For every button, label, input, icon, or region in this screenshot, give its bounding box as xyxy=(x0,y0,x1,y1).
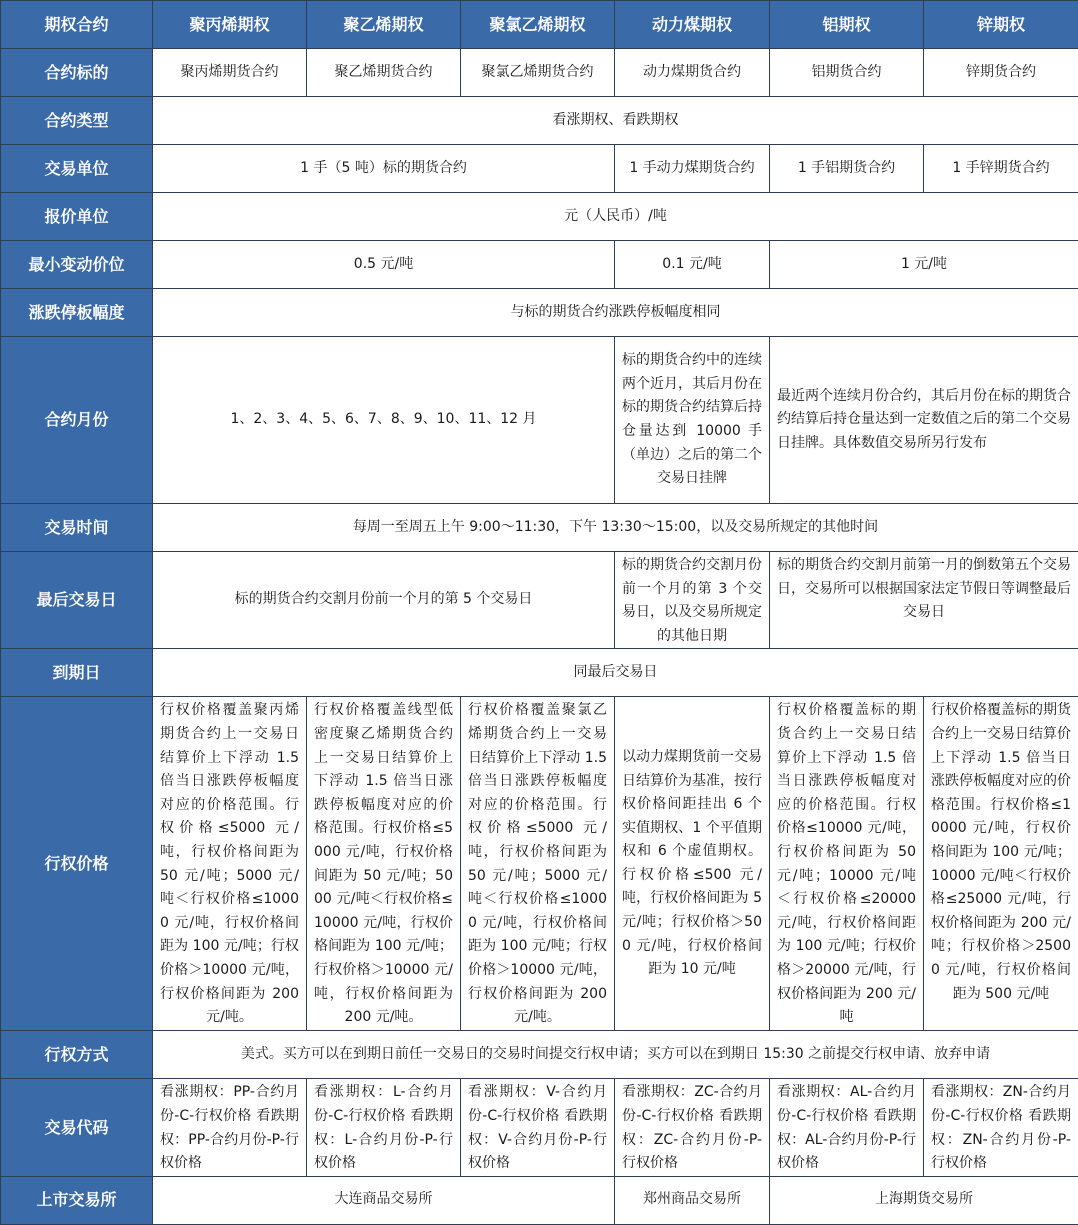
strike-price-l: 行权价格覆盖线型低密度聚乙烯期货合约上一交易日结算价上下浮动 1.5 倍当日涨跌停板幅度对应的价格范围。行权价格≤5000 元/吨，行权价格间距为 50 元/吨；5000 元/吨＜行权价格≤10000 元/吨，行权价格间距为 100 元/吨；行权价格＞10000 元/吨，行权价格间距为 200 元/吨。 xyxy=(307,697,461,1031)
last-trading-day-row xyxy=(1,552,1078,649)
trading-unit-al: 1 手铝期货合约 xyxy=(770,145,924,193)
underlying-zc: 动力煤期货合约 xyxy=(615,49,770,97)
underlying-row xyxy=(1,49,1078,97)
exchange-row xyxy=(1,1176,1078,1224)
trading-code-pp: 看涨期权：PP-合约月份-C-行权价格 看跌期权：PP-合约月份-P-行权价格 xyxy=(153,1079,307,1176)
trading-code-al: 看涨期权：AL-合约月份-C-行权价格 看跌期权：AL-合约月份-P-行权价格 xyxy=(770,1079,924,1176)
contract-months-shfe: 最近两个连续月份合约，其后月份在标的期货合约结算后持仓量达到一定数值之后的第二个交易日挂牌。具体数值交易所另行发布 xyxy=(770,337,1078,504)
underlying-l: 聚乙烯期货合约 xyxy=(307,49,461,97)
exchange-shfe: 上海期货交易所 xyxy=(770,1176,1078,1224)
price-limit-value: 与标的期货合约涨跌停板幅度相同 xyxy=(153,289,1078,337)
trading-code-zn: 看涨期权：ZN-合约月份-C-行权价格 看跌期权：ZN-合约月份-P-行权价格 xyxy=(924,1079,1078,1176)
row-label-trading-unit: 交易单位 xyxy=(1,145,153,193)
row-label-exercise-style: 行权方式 xyxy=(1,1031,153,1079)
strike-price-row xyxy=(1,697,1078,1031)
trading-unit-row xyxy=(1,145,1078,193)
row-label-price-limit: 涨跌停板幅度 xyxy=(1,289,153,337)
last-trading-day-dce: 标的期货合约交割月份前一个月的第 5 个交易日 xyxy=(153,552,615,649)
tick-size-row xyxy=(1,241,1078,289)
tick-size-dce: 0.5 元/吨 xyxy=(153,241,615,289)
last-trading-day-shfe: 标的期货合约交割月前第一月的倒数第五个交易日，交易所可以根据国家法定节假日等调整最后交易日 xyxy=(770,552,1078,649)
exercise-style-row xyxy=(1,1031,1078,1079)
quote-unit-row xyxy=(1,193,1078,241)
underlying-zn: 锌期货合约 xyxy=(924,49,1078,97)
row-label-contract-months: 合约月份 xyxy=(1,337,153,504)
trading-code-l: 看涨期权：L-合约月份-C-行权价格 看跌期权：L-合约月份-P-行权价格 xyxy=(307,1079,461,1176)
row-label-tick-size: 最小变动价位 xyxy=(1,241,153,289)
strike-price-zc: 以动力煤期货前一交易日结算价为基准，按行权价格间距挂出 6 个实值期权、1 个平值期权和 6 个虚值期权。行权价格≤500 元/吨，行权价格间距为 5 元/吨；行权价格＞500 元/吨，行权价格间距为 10 元/吨 xyxy=(615,697,770,1031)
quote-unit-value: 元（人民币）/吨 xyxy=(153,193,1078,241)
row-label-quote-unit: 报价单位 xyxy=(1,193,153,241)
row-label-option-type: 合约类型 xyxy=(1,97,153,145)
contract-months-czce: 标的期货合约中的连续两个近月，其后月份在标的期货合约结算后持仓量达到 10000 手（单边）之后的第二个交易日挂牌 xyxy=(615,337,770,504)
header-product-pp: 聚丙烯期权 xyxy=(153,1,307,49)
header-product-v: 聚氯乙烯期权 xyxy=(461,1,615,49)
trading-hours-row xyxy=(1,504,1078,552)
trading-unit-czce: 1 手动力煤期货合约 xyxy=(615,145,770,193)
header-product-l: 聚乙烯期权 xyxy=(307,1,461,49)
underlying-pp: 聚丙烯期货合约 xyxy=(153,49,307,97)
underlying-v: 聚氯乙烯期货合约 xyxy=(461,49,615,97)
option-type-row xyxy=(1,97,1078,145)
expiry-row xyxy=(1,649,1078,697)
last-trading-day-czce: 标的期货合约交割月份前一个月的第 3 个交易日，以及交易所规定的其他日期 xyxy=(615,552,770,649)
row-label-trading-hours: 交易时间 xyxy=(1,504,153,552)
option-type-value: 看涨期权、看跌期权 xyxy=(153,97,1078,145)
row-label-expiry: 到期日 xyxy=(1,649,153,697)
trading-unit-zn: 1 手锌期货合约 xyxy=(924,145,1078,193)
tick-size-shfe: 1 元/吨 xyxy=(770,241,1078,289)
header-label: 期权合约 xyxy=(1,1,153,49)
tick-size-czce: 0.1 元/吨 xyxy=(615,241,770,289)
trading-hours-value: 每周一至周五上午 9:00～11:30，下午 13:30～15:00，以及交易所规定的其他时间 xyxy=(153,504,1078,552)
row-label-underlying: 合约标的 xyxy=(1,49,153,97)
contract-months-row xyxy=(1,337,1078,504)
strike-price-zn: 行权价格覆盖标的期货合约上一交易日结算价上下浮动 1.5 倍当日涨跌停板幅度对应的价格范围。行权价格≤10000 元/吨，行权价格间距为 100 元/吨；10000 元/吨＜行权价格≤25000 元/吨，行权价格间距为 200 元/吨；行权价格＞25000 元/吨，行权价格间距为 500 元/吨 xyxy=(924,697,1078,1031)
trading-code-row xyxy=(1,1079,1078,1176)
header-product-zc: 动力煤期权 xyxy=(615,1,770,49)
contract-months-dce: 1、2、3、4、5、6、7、8、9、10、11、12 月 xyxy=(153,337,615,504)
exchange-dce: 大连商品交易所 xyxy=(153,1176,615,1224)
header-row xyxy=(1,1,1078,49)
strike-price-v: 行权价格覆盖聚氯乙烯期货合约上一交易日结算价上下浮动 1.5 倍当日涨跌停板幅度对应的价格范围。行权价格≤5000 元/吨，行权价格间距为 50 元/吨；5000 元/吨＜行权价格≤10000 元/吨，行权价格间距为 100 元/吨；行权价格＞10000 元/吨，行权价格间距为 200 元/吨。 xyxy=(461,697,615,1031)
header-product-al: 铝期权 xyxy=(770,1,924,49)
exchange-czce: 郑州商品交易所 xyxy=(615,1176,770,1224)
strike-price-pp: 行权价格覆盖聚丙烯期货合约上一交易日结算价上下浮动 1.5 倍当日涨跌停板幅度对应的价格范围。行权价格≤5000 元/吨，行权价格间距为 50 元/吨；5000 元/吨＜行权价格≤10000 元/吨，行权价格间距为 100 元/吨；行权价格＞10000 元/吨，行权价格间距为 200 元/吨。 xyxy=(153,697,307,1031)
trading-code-v: 看涨期权：V-合约月份-C-行权价格 看跌期权：V-合约月份-P-行权价格 xyxy=(461,1079,615,1176)
row-label-last-trading-day: 最后交易日 xyxy=(1,552,153,649)
exercise-style-value: 美式。买方可以在到期日前任一交易日的交易时间提交行权申请；买方可以在到期日 15:30 之前提交行权申请、放弃申请 xyxy=(153,1031,1078,1079)
row-label-strike-price: 行权价格 xyxy=(1,697,153,1031)
row-label-exchange: 上市交易所 xyxy=(1,1176,153,1224)
trading-code-zc: 看涨期权：ZC-合约月份-C-行权价格 看跌期权：ZC-合约月份-P-行权价格 xyxy=(615,1079,770,1176)
trading-unit-dce: 1 手（5 吨）标的期货合约 xyxy=(153,145,615,193)
underlying-al: 铝期货合约 xyxy=(770,49,924,97)
expiry-value: 同最后交易日 xyxy=(153,649,1078,697)
strike-price-al: 行权价格覆盖标的期货合约上一交易日结算价上下浮动 1.5 倍当日涨跌停板幅度对应的价格范围。行权价格≤10000 元/吨，行权价格间距为 50 元/吨；10000 元/吨＜行权价格≤20000 元/吨，行权价格间距为 100 元/吨；行权价格＞20000 元/吨，行权价格间距为 200 元/吨 xyxy=(770,697,924,1031)
header-product-zn: 锌期权 xyxy=(924,1,1078,49)
price-limit-row xyxy=(1,289,1078,337)
row-label-trading-code: 交易代码 xyxy=(1,1079,153,1176)
